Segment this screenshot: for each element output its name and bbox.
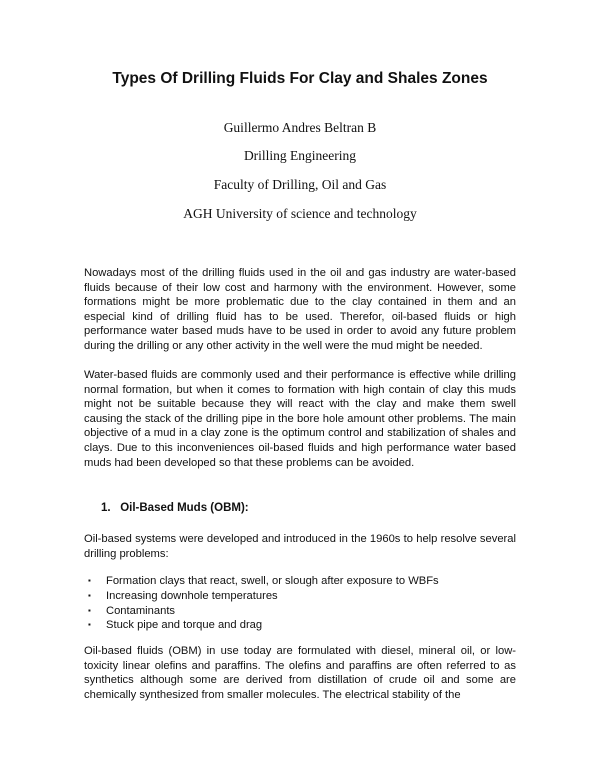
section-intro-paragraph: Oil-based systems were developed and introduced in the 1960s to help resolve several drilling problems: — [84, 533, 516, 560]
list-item: ▪ Contaminants — [88, 604, 176, 617]
bullet-list — [88, 574, 439, 633]
intro-paragraph: Nowadays most of the drilling fluids used in the oil and gas industry are water-based fluids because of their low cost and harmony with the environment. However, some formations might be more problematic due to the clay contained in them and an especial kind of drilling fluid has to be used. Therefor, oil-based fluids or high performance water based muds have to be used in order to avoid any future problem during the drilling or any other activity in the well were the mud might be needed. — [84, 267, 516, 352]
section-title: Oil-Based Muds (OBM): — [120, 502, 249, 514]
list-item: ▪ Increasing downhole temperatures — [88, 589, 278, 602]
list-item: ▪ Stuck pipe and torque and drag — [88, 619, 263, 632]
author-department: Drilling Engineering — [243, 148, 357, 163]
author-university: AGH University of science and technology — [183, 206, 417, 221]
list-item: ▪ Formation clays that react, swell, or slough after exposure to WBFs — [88, 575, 439, 587]
section-body-paragraph: Oil-based fluids (OBM) in use today are formulated with diesel, mineral oil, or low-toxicity linear olefins and paraffins. The olefins and paraffins are often referred to as synthetics although some are derived from distillation of crude oil and some are chemically synthesized from smaller molecules. The electrical stability of the — [84, 645, 516, 701]
section-number: 1. — [101, 502, 111, 514]
body-paragraph: Water-based fluids are commonly used and their performance is effective while drilling normal formation, but when it comes to formation with high contain of clay this muds might not be suitable because they will react with the clay and make them swell causing the stack of the drilling pipe in the bore hole amount other problems. The main objective of a mud in a clay zone is the optimum control and stabilization of shales and clays. Due to this inconveniences oil-based fluids and high performance water based muds had been developed so that these problems can be avoided. — [84, 369, 516, 469]
bullet-icon: ▪ — [88, 605, 91, 615]
bullet-icon: ▪ — [88, 620, 91, 630]
bullet-icon: ▪ — [88, 590, 91, 600]
bullet-icon: ▪ — [88, 576, 91, 585]
author-faculty: Faculty of Drilling, Oil and Gas — [213, 177, 387, 192]
section-heading — [101, 502, 249, 514]
paper-title: Types Of Drilling Fluids For Clay and Shales Zones — [112, 70, 488, 87]
author-name: Guillermo Andres Beltran B — [223, 120, 377, 135]
